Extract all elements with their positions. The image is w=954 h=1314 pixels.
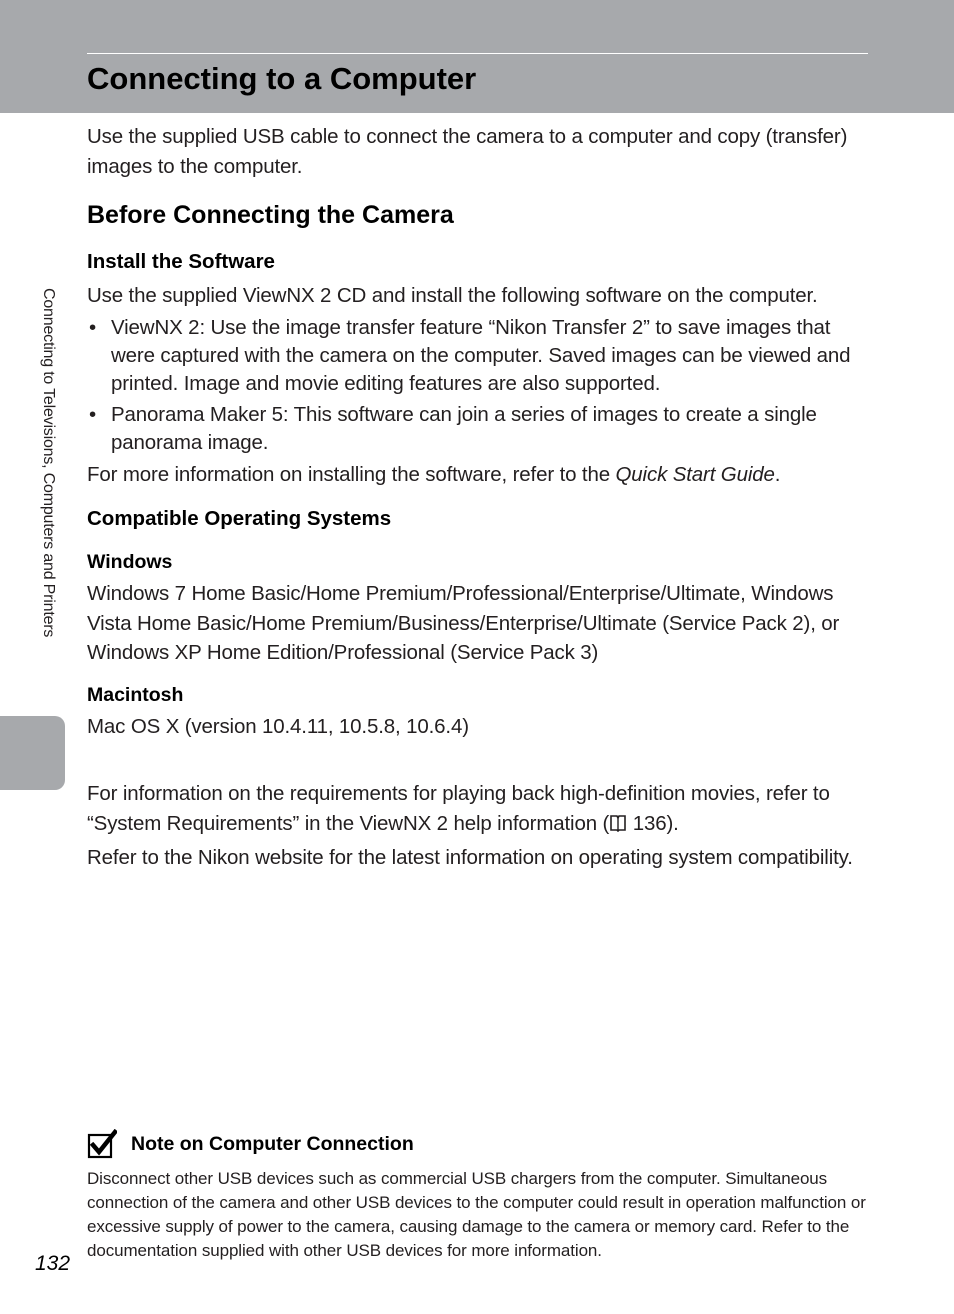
list-item-text: ViewNX 2: Use the image transfer feature “Nikon Transfer 2” to save images that were captured with the camera on the computer. Saved images can be viewed and printed. Image and movie editing features are also supported. bbox=[111, 315, 851, 395]
side-tab bbox=[0, 716, 65, 790]
side-tab-label: Connecting to Televisions, Computers and Printers bbox=[40, 288, 57, 638]
install-lead: Use the supplied ViewNX 2 CD and install the following software on the computer. bbox=[87, 284, 818, 307]
mac-text: Mac OS X (version 10.4.11, 10.5.8, 10.6.4) bbox=[87, 714, 469, 738]
intro-paragraph: Use the supplied USB cable to connect the camera to a computer and copy (transfer) images to the computer. bbox=[87, 125, 848, 178]
website-info: Refer to the Nikon website for the latest information on operating system compatibility. bbox=[87, 846, 853, 869]
windows-heading: Windows bbox=[87, 551, 173, 573]
bullet-icon: • bbox=[89, 315, 97, 339]
section-title: Before Connecting the Camera bbox=[87, 201, 454, 229]
book-icon bbox=[609, 809, 627, 839]
install-heading: Install the Software bbox=[87, 250, 275, 273]
hd-info-prefix: For information on the requirements for playing back high-definition movies, refer to “System Requirements” in the ViewNX 2 help information ( bbox=[87, 782, 830, 835]
compat-heading: Compatible Operating Systems bbox=[87, 507, 392, 530]
check-box-icon bbox=[87, 1129, 117, 1159]
hd-info-page: 136 bbox=[627, 811, 667, 835]
more-info-suffix: . bbox=[774, 462, 781, 486]
list-item-text: Panorama Maker 5: This software can join a series of images to create a single panorama image. bbox=[111, 402, 817, 454]
windows-text: Windows 7 Home Basic/Home Premium/Professional/Enterprise/Ultimate, Windows Vista Home Basic/Home Premium/Business/Enterprise/Ultimate (Service Pack 2), or Windows XP Home Edition/Professional (Service Pack 3) bbox=[87, 582, 840, 664]
bullet-icon: • bbox=[89, 402, 97, 426]
install-more-info bbox=[87, 460, 877, 490]
note-title: Note on Computer Connection bbox=[131, 1132, 414, 1155]
software-list bbox=[87, 314, 877, 457]
list-item bbox=[87, 314, 877, 398]
header-rule bbox=[87, 53, 868, 54]
list-item bbox=[87, 401, 877, 457]
quick-start-guide-ref: Quick Start Guide bbox=[615, 462, 775, 486]
note-header bbox=[87, 1124, 877, 1164]
page-number: 132 bbox=[35, 1252, 71, 1275]
note-box bbox=[87, 1124, 877, 1263]
hd-info-paragraph bbox=[87, 779, 877, 838]
mac-heading: Macintosh bbox=[87, 683, 184, 706]
more-info-prefix: For more information on installing the software, refer to the bbox=[87, 462, 616, 486]
hd-info-suffix: ). bbox=[666, 811, 679, 835]
page-title: Connecting to a Computer bbox=[87, 61, 477, 96]
main-content bbox=[87, 122, 877, 873]
note-text: Disconnect other USB devices such as commercial USB chargers from the computer. Simultaneous connection of the camera and other USB devices to the computer could result in operation malfunction or excessive supply of power to the camera, causing damage to the camera or memory card. Refer to the documentation supplied with other USB devices for more information. bbox=[87, 1169, 866, 1260]
